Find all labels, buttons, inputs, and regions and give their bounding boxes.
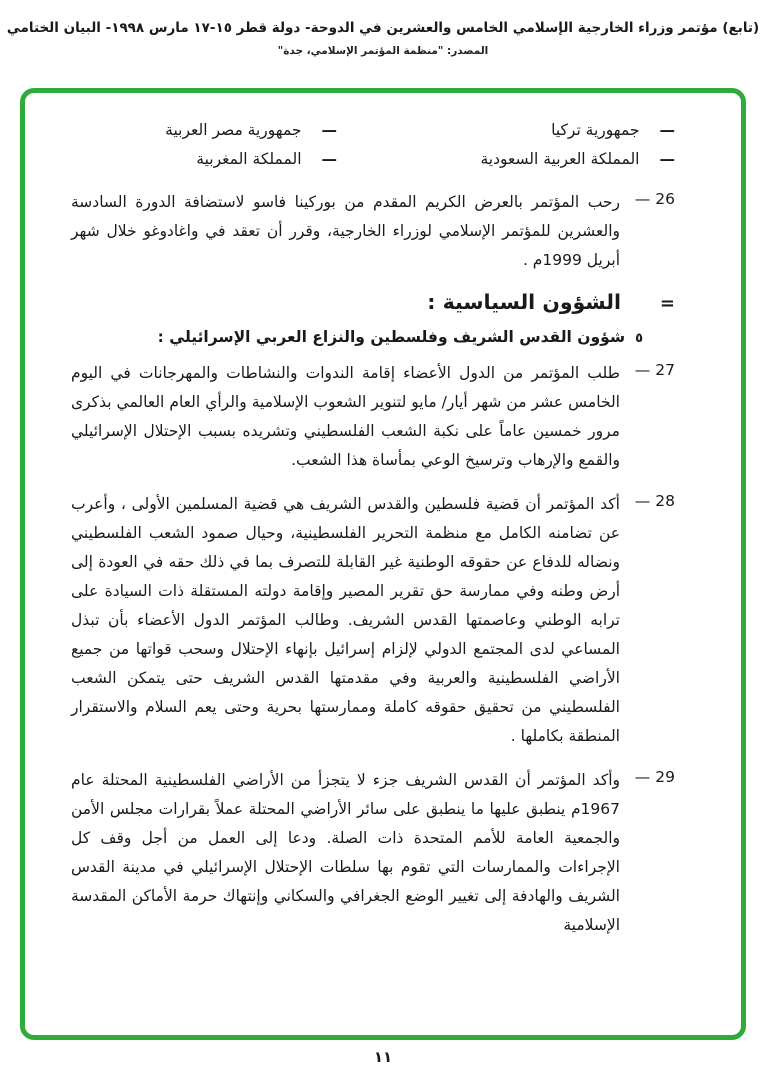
dash-bullet: — [321,150,337,168]
item-number: 28 [655,492,675,510]
country-item [196,150,337,168]
content-frame [20,88,746,1040]
dash-bullet: — [321,121,337,139]
item-number: 29 [655,768,675,786]
subsection-marker: ٥ [635,331,643,346]
dash-bullet: — [634,190,651,208]
item-marker [633,188,675,275]
item-text: أكد المؤتمر أن قضية فلسطين والقدس الشريف هي قضية المسلمين الأولى ، وأعرب عن تضامنه الكامل مع منظمة التحرير الفلسطينية، وحيال صمود الشعب الفلسطيني ونضاله للدفاع عن حقوقه الوطنية غير القابلة للتصرف بما في ذلك حقه في العودة إلى أرض وطنه وفي ممارسة حق تقرير المصير وإقامة دولته المستقلة ذات السيادة على ترابه الوطني وعاصمتها القدس الشريف. وطالب المؤتمر الدول الأعضاء بأن تبذل المساعي لدى المجتمع الدولي لإلزام إسرائيل بإنهاء الإحتلال وسحب قواتها من جميع الأراضي الفلسطينية والعربية وفي مقدمتها القدس الشريف حتى يتمكن الشعب الفلسطيني من تحقيق حقوقه كاملة وممارستها بحرية وحتى يعم السلام والاستقرار المنطقة بكاملها . [71,495,620,745]
item-number: 27 [655,361,675,379]
dash-bullet: — [659,150,675,168]
country-item [337,150,675,168]
subsection-heading [71,328,675,346]
header-source: المصدر: "منظمة المؤتمر الإسلامي، جدة" [277,45,489,57]
country-name: جمهورية تركيا [551,121,640,139]
dash-bullet: — [634,768,651,786]
page-number: ١١ [373,1048,393,1066]
countries-list [71,121,675,168]
section-title: الشؤون السياسية : [427,290,621,314]
country-name: جمهورية مصر العربية [165,121,302,139]
resolution-item-26 [71,188,675,275]
countries-row [71,150,675,168]
item-marker [633,359,675,475]
item-text: طلب المؤتمر من الدول الأعضاء إقامة الندوات والنشاطات والمهرجانات في اليوم الخامس عشر من شهر أيار/ مايو لتنوير الشعوب الإسلامية والرأي العام العالمي بذكرى مرور خمسين عاماً على نكبة الشعب الفلسطيني وتشريده بسبب الإحتلال الإسرائيلي والقمع والإرهاب وترسيخ الوعي بمأساة هذا الشعب. [71,364,620,469]
item-text: وأكد المؤتمر أن القدس الشريف جزء لا يتجزأ من الأراضي الفلسطينية المحتلة عام 1967م ينطبق عليها ما ينطبق على سائر الأراضي المحتلة عملاً بقرارات مجلس الأمن والجمعية العامة للأمم المتحدة ذات الصلة. ودعا إلى العمل من أجل وقف كل الإجراءات والممارسات التي تقوم بها سلطات الإحتلال الإسرائيلي في مدينة القدس الشريف والهادفة إلى تغيير الوضع الجغرافي والسكاني وإنتهاك حرمة الأماكن المقدسة الإسلامية [71,771,620,934]
country-item [337,121,675,139]
countries-row [71,121,675,139]
dash-bullet: — [634,492,651,510]
header-title: (تابع) مؤتمر وزراء الخارجية الإسلامي الخامس والعشرين في الدوحة- دولة قطر ١٥-١٧ مارس ١٩٩٨- البيان الختامي [6,20,760,36]
section-marker: = [659,293,675,314]
item-number: 26 [655,190,675,208]
item-marker [633,766,675,940]
document-header [0,0,766,57]
dash-bullet: — [634,361,651,379]
country-name: المملكة المغربية [196,150,302,168]
dash-bullet: — [659,121,675,139]
resolution-item-27 [71,359,675,475]
item-marker [633,490,675,751]
country-name: المملكة العربية السعودية [480,150,640,168]
country-item [165,121,337,139]
resolution-item-28 [71,490,675,751]
section-heading [71,290,675,314]
subsection-title: شؤون القدس الشريف وفلسطين والنزاع العربي الإسرائيلي : [157,328,626,346]
resolution-item-29 [71,766,675,940]
item-text: رحب المؤتمر بالعرض الكريم المقدم من بوركينا فاسو لاستضافة الدورة السادسة والعشرين للمؤتمر الإسلامي لوزراء الخارجية، وقرر أن تعقد في واغادوغو خلال شهر أبريل 1999م . [71,193,620,269]
